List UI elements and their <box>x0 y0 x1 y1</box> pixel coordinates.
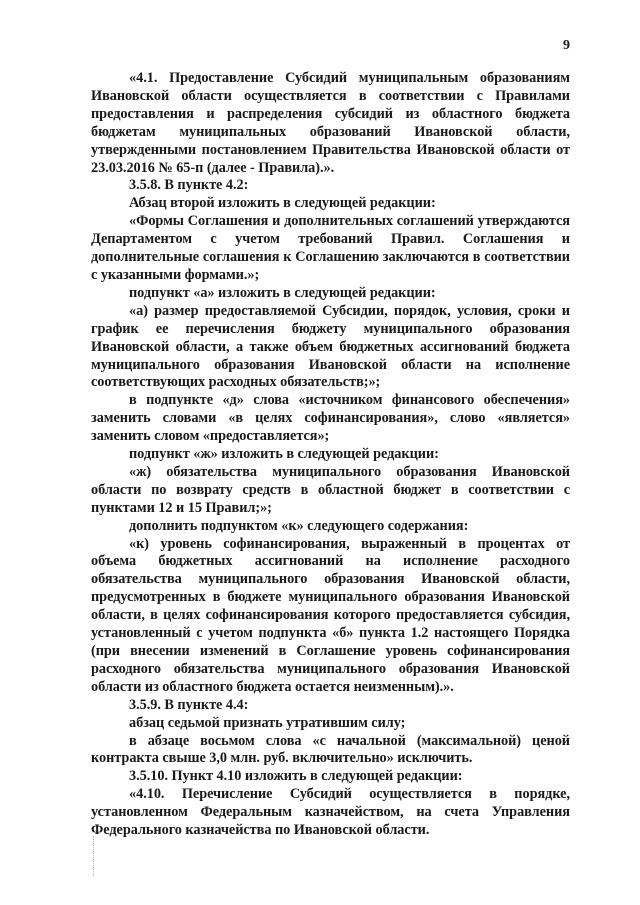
paragraph-podpunkt-zh-intro: подпункт «ж» изложить в следующей редакции: <box>129 446 439 463</box>
paragraph-3-5-9-heading: 3.5.9. В пункте 4.4: <box>129 696 249 713</box>
paragraph-podpunkt-k-intro: дополнить подпунктом «к» следующего содержания: <box>129 517 469 534</box>
paragraph-3-5-10-heading: 3.5.10. Пункт 4.10 изложить в следующей редакции: <box>129 768 463 785</box>
paragraph-4-1-quote: «4.1. Предоставление Субсидий муниципальным образованиям Ивановской области осуществляется в соответствии с Правилами предоставления и распределения субсидий из областного бюджета бюджетам муниципальных образований Ивановской области, утвержденными постановлением Правительства Ивановской области от 23.03.2016 № 65-п (далее - Правила).». <box>91 70 570 176</box>
paragraph-abzac-sedmoy: абзац седьмой признать утратившим силу; <box>129 714 406 731</box>
page-number: 9 <box>563 38 570 53</box>
paragraph-podpunkt-k-text: «к) уровень софинансирования, выраженный в процентах от объема бюджетных ассигнований на исполнение расходного обязательства муниципального образования Ивановской области, предусмотренных в бюджете муниципального образования Ивановской области, в целях софинансирования которого предоставляется субсидия, установленный с учетом подпункта «б» пункта 1.2 настоящего Порядка (при внесении изменений в Соглашение уровень софинансирования расходного обязательства муниципального образования Ивановской области из областного бюджета остается неизменным).». <box>91 535 570 695</box>
paragraph-4-10-text: «4.10. Перечисление Субсидий осуществляется в порядке, установленном Федеральным казначейством, на счета Управления Федерального казначейства по Ивановской области. <box>91 786 570 839</box>
paragraph-podpunkt-a-intro: подпункт «а» изложить в следующей редакции: <box>129 284 436 301</box>
paragraph-podpunkt-a-text: «а) размер предоставляемой Субсидии, порядок, условия, сроки и график ее перечисления бюджету муниципального образования Ивановской области, а также объем бюджетных ассигнований бюджета муниципального образования Ивановской области на исполнение соответствующих расходных обязательств;»; <box>91 302 570 391</box>
document-body <box>91 70 570 840</box>
margin-scan-mark <box>93 836 95 876</box>
paragraph-formy-soglasheniya: «Формы Соглашения и дополнительных соглашений утверждаются Департаментом с учетом требований Правил. Соглашения и дополнительные соглашения к Соглашению заключаются в соответствии с указанными формами.»; <box>91 213 570 283</box>
paragraph-3-5-8-heading: 3.5.8. В пункте 4.2: <box>129 177 249 194</box>
paragraph-podpunkt-d: в подпункте «д» слова «источником финансового обеспечения» заменить словами «в целях софинансирования», слово «является» заменить словом «предоставляется»; <box>91 392 570 445</box>
paragraph-podpunkt-zh-text: «ж) обязательства муниципального образования Ивановской области по возврату средств в областной бюджет в соответствии с пунктами 12 и 15 Правил;»; <box>91 463 570 516</box>
paragraph-abzac-vtoroy: Абзац второй изложить в следующей редакции: <box>129 195 436 212</box>
paragraph-abzac-vosmoy: в абзаце восьмом слова «с начальной (максимальной) ценой контракта свыше 3,0 млн. руб. включительно» исключить. <box>91 732 570 767</box>
